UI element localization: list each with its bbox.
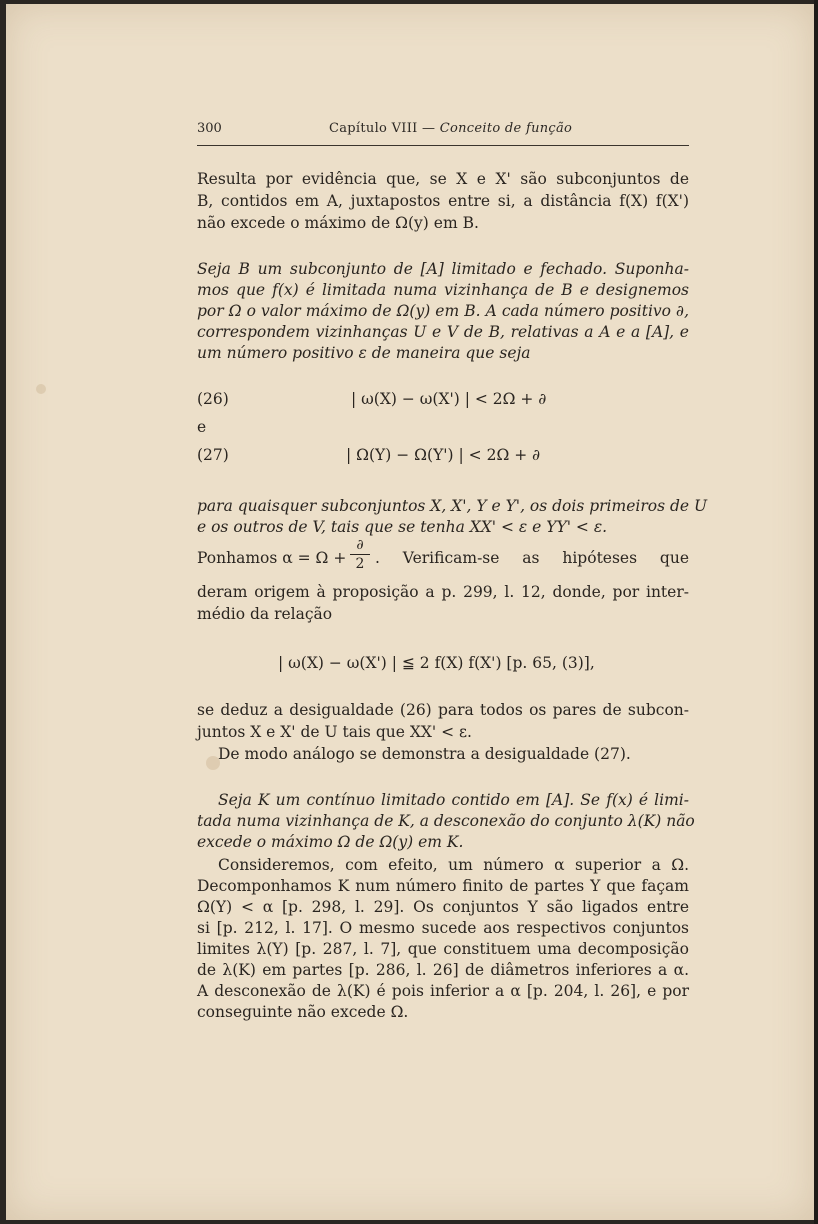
theorem-line: um número positivo ε de maneira que seja bbox=[197, 344, 531, 362]
chapter-heading: Capítulo VIII — Conceito de função bbox=[329, 121, 573, 136]
text-line: . Verificam-se as hipóteses que bbox=[375, 549, 689, 567]
text-line: limites λ(Y) [p. 287, l. 7], que constituem uma decomposição bbox=[197, 940, 689, 958]
theorem-line: excede o máximo Ω de Ω(y) em K. bbox=[197, 833, 464, 851]
theorem-line: por Ω o valor máximo de Ω(y) em B. A cada número positivo ∂, bbox=[197, 302, 689, 320]
text-line: se deduz a desigualdade (26) para todos os pares de subcon- bbox=[197, 701, 689, 719]
text-line: Ponhamos α = Ω + bbox=[197, 549, 347, 567]
running-header bbox=[197, 119, 689, 146]
theorem-line: Seja K um contínuo limitado contido em [A]. Se f(x) é limi- bbox=[218, 791, 689, 809]
text-line: B, contidos em A, juxtapostos entre si, a distância f(X) f(X') bbox=[197, 192, 689, 210]
text-line: médio da relação bbox=[197, 605, 333, 623]
text-line: Ω(Y) < α [p. 298, l. 29]. Os conjuntos Y são ligados entre bbox=[197, 898, 689, 916]
equation-number: (27) bbox=[197, 446, 229, 464]
text-line: si [p. 212, l. 17]. O mesmo sucede aos respectivos conjuntos bbox=[197, 919, 689, 937]
theorem-line: Seja B um subconjunto de [A] limitado e fechado. Suponha- bbox=[197, 260, 689, 278]
relation-formula: | ω(X) − ω(X') | ≦ 2 f(X) f(X') [p. 65, (3)], bbox=[278, 654, 595, 672]
equation-number: (26) bbox=[197, 390, 229, 408]
text-line: Decomponhamos K num número finito de partes Y que façam bbox=[197, 877, 689, 895]
theorem-line: para quaisquer subconjuntos X, X', Y e Y', os dois primeiros de U bbox=[197, 497, 708, 515]
equation-26: | ω(X) − ω(X') | < 2Ω + ∂ bbox=[351, 390, 547, 408]
text-line: Consideremos, com efeito, um número α superior a Ω. bbox=[218, 856, 689, 874]
page-number: 300 bbox=[197, 121, 222, 136]
text-line: conseguinte não excede Ω. bbox=[197, 1003, 409, 1021]
connector-word: e bbox=[197, 418, 207, 436]
text-line: deram origem à proposição a p. 299, l. 12, donde, por inter- bbox=[197, 583, 689, 601]
theorem-line: e os outros de V, tais que se tenha XX' < ε e YY' < ε. bbox=[197, 518, 608, 536]
text-line: A desconexão de λ(K) é pois inferior a α [p. 204, l. 26], e por bbox=[197, 982, 689, 1000]
theorem-line: tada numa vizinhança de K, a desconexão do conjunto λ(K) não bbox=[197, 812, 695, 830]
fraction-delta-half: ∂ 2 bbox=[350, 538, 370, 571]
text-line: De modo análogo se demonstra a desigualdade (27). bbox=[218, 745, 631, 763]
text-line: de λ(K) em partes [p. 286, l. 26] de diâmetros inferiores a α. bbox=[197, 961, 689, 979]
theorem-line: mos que f(x) é limitada numa vizinhança de B e designemos bbox=[197, 281, 689, 299]
theorem-line: correspondem vizinhanças U e V de B, relativas a A e a [A], e bbox=[197, 323, 689, 341]
text-line: Resulta por evidência que, se X e X' são subconjuntos de bbox=[197, 170, 689, 188]
text-line: não excede o máximo de Ω(y) em B. bbox=[197, 214, 479, 232]
text-line: juntos X e X' de U tais que XX' < ε. bbox=[197, 723, 472, 741]
equation-27: | Ω(Y) − Ω(Y') | < 2Ω + ∂ bbox=[346, 446, 541, 464]
paper-stain bbox=[36, 384, 46, 394]
page-edge bbox=[814, 0, 818, 1224]
